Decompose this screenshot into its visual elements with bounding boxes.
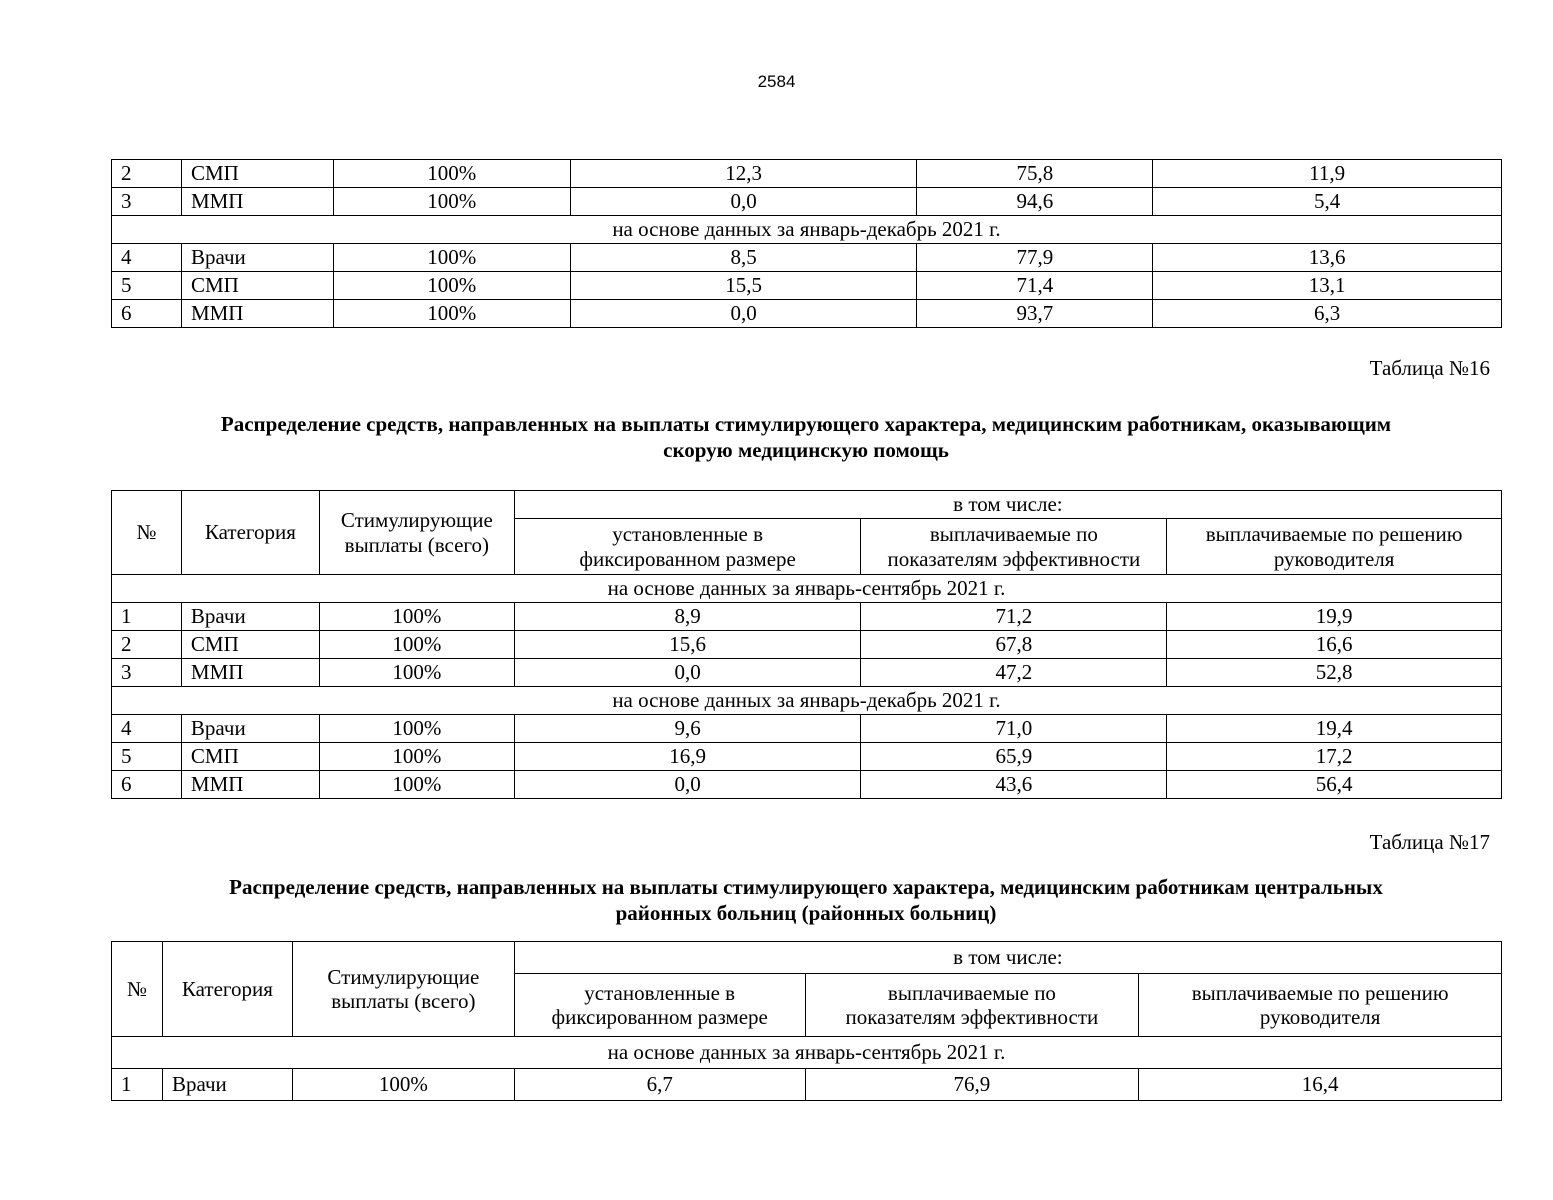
table-row xyxy=(112,603,1502,631)
section-label: на основе данных за январь-декабрь 2021 г. xyxy=(112,216,1502,244)
table-continued xyxy=(111,159,1502,328)
header-performance: выплачиваемые по показателям эффективности xyxy=(805,974,1139,1037)
row-number: 6 xyxy=(112,771,182,799)
performance-cell: 47,2 xyxy=(861,659,1167,687)
section-row xyxy=(112,1037,1502,1069)
header-total: Стимулирующие выплаты (всего) xyxy=(319,491,514,575)
head-decision-cell: 16,6 xyxy=(1167,631,1502,659)
table-16 xyxy=(111,490,1502,799)
table-row xyxy=(112,715,1502,743)
fixed-cell: 0,0 xyxy=(570,300,917,328)
category-cell: ММП xyxy=(181,771,319,799)
table-row xyxy=(112,771,1502,799)
page-number: 2584 xyxy=(757,72,796,91)
fixed-cell: 15,5 xyxy=(570,272,917,300)
table-17-title: Распределение средств, направленных на выплаты стимулирующего характера, медицинским работникам центральных районных больниц (районных больниц) xyxy=(229,875,1383,925)
category-cell: Врачи xyxy=(181,603,319,631)
header-head-decision: выплачиваемые по решению руководителя xyxy=(1167,519,1502,575)
header-including: в том числе: xyxy=(514,942,1501,974)
table-row xyxy=(112,1069,1502,1101)
category-cell: Врачи xyxy=(162,1069,292,1101)
performance-cell: 77,9 xyxy=(917,244,1153,272)
row-number: 4 xyxy=(112,244,182,272)
table-row xyxy=(112,160,1502,188)
fixed-cell: 8,9 xyxy=(514,603,861,631)
table-row xyxy=(112,188,1502,216)
section-label: на основе данных за январь-сентябрь 2021 г. xyxy=(112,1037,1502,1069)
total-cell: 100% xyxy=(333,300,570,328)
header-num: № xyxy=(112,491,182,575)
performance-cell: 76,9 xyxy=(805,1069,1139,1101)
total-cell: 100% xyxy=(292,1069,514,1101)
total-cell: 100% xyxy=(319,603,514,631)
fixed-cell: 16,9 xyxy=(514,743,861,771)
section-row xyxy=(112,216,1502,244)
row-number: 3 xyxy=(112,188,182,216)
section-row xyxy=(112,575,1502,603)
table-16-caption: Таблица №16 xyxy=(1369,356,1490,380)
table-17 xyxy=(111,941,1502,1101)
fixed-cell: 9,6 xyxy=(514,715,861,743)
row-number: 1 xyxy=(112,603,182,631)
performance-cell: 94,6 xyxy=(917,188,1153,216)
fixed-cell: 8,5 xyxy=(570,244,917,272)
header-fixed: установленные в фиксированном размере xyxy=(514,519,861,575)
head-decision-cell: 13,6 xyxy=(1153,244,1502,272)
category-cell: СМП xyxy=(181,272,333,300)
total-cell: 100% xyxy=(333,160,570,188)
head-decision-cell: 52,8 xyxy=(1167,659,1502,687)
fixed-cell: 0,0 xyxy=(514,659,861,687)
total-cell: 100% xyxy=(319,771,514,799)
row-number: 6 xyxy=(112,300,182,328)
header-total: Стимулирующие выплаты (всего) xyxy=(292,942,514,1037)
table-row xyxy=(112,300,1502,328)
category-cell: Врачи xyxy=(181,244,333,272)
row-number: 2 xyxy=(112,631,182,659)
total-cell: 100% xyxy=(319,631,514,659)
total-cell: 100% xyxy=(319,715,514,743)
head-decision-cell: 17,2 xyxy=(1167,743,1502,771)
fixed-cell: 15,6 xyxy=(514,631,861,659)
performance-cell: 93,7 xyxy=(917,300,1153,328)
total-cell: 100% xyxy=(319,743,514,771)
header-including: в том числе: xyxy=(514,491,1501,519)
head-decision-cell: 19,4 xyxy=(1167,715,1502,743)
header-fixed: установленные в фиксированном размере xyxy=(514,974,805,1037)
category-cell: ММП xyxy=(181,659,319,687)
row-number: 4 xyxy=(112,715,182,743)
row-number: 3 xyxy=(112,659,182,687)
total-cell: 100% xyxy=(319,659,514,687)
head-decision-cell: 56,4 xyxy=(1167,771,1502,799)
header-performance: выплачиваемые по показателям эффективности xyxy=(861,519,1167,575)
fixed-cell: 6,7 xyxy=(514,1069,805,1101)
table-row xyxy=(112,743,1502,771)
header-category: Категория xyxy=(181,491,319,575)
table-17-caption: Таблица №17 xyxy=(1369,830,1490,854)
row-number: 1 xyxy=(112,1069,163,1101)
fixed-cell: 0,0 xyxy=(514,771,861,799)
performance-cell: 75,8 xyxy=(917,160,1153,188)
head-decision-cell: 6,3 xyxy=(1153,300,1502,328)
section-label: на основе данных за январь-декабрь 2021 г. xyxy=(112,687,1502,715)
table-row xyxy=(112,631,1502,659)
total-cell: 100% xyxy=(333,188,570,216)
category-cell: СМП xyxy=(181,160,333,188)
total-cell: 100% xyxy=(333,272,570,300)
header-head-decision: выплачиваемые по решению руководителя xyxy=(1139,974,1502,1037)
category-cell: СМП xyxy=(181,743,319,771)
table-16-title: Распределение средств, направленных на выплаты стимулирующего характера, медицинским работникам, оказывающим скорую медицинскую помощь xyxy=(220,412,1392,462)
category-cell: ММП xyxy=(181,188,333,216)
table-row xyxy=(112,272,1502,300)
category-cell: СМП xyxy=(181,631,319,659)
category-cell: Врачи xyxy=(181,715,319,743)
performance-cell: 43,6 xyxy=(861,771,1167,799)
performance-cell: 71,0 xyxy=(861,715,1167,743)
row-number: 5 xyxy=(112,743,182,771)
header-num: № xyxy=(112,942,163,1037)
row-number: 5 xyxy=(112,272,182,300)
head-decision-cell: 11,9 xyxy=(1153,160,1502,188)
section-row xyxy=(112,687,1502,715)
fixed-cell: 0,0 xyxy=(570,188,917,216)
performance-cell: 71,2 xyxy=(861,603,1167,631)
performance-cell: 71,4 xyxy=(917,272,1153,300)
total-cell: 100% xyxy=(333,244,570,272)
header-category: Категория xyxy=(162,942,292,1037)
head-decision-cell: 13,1 xyxy=(1153,272,1502,300)
performance-cell: 65,9 xyxy=(861,743,1167,771)
head-decision-cell: 19,9 xyxy=(1167,603,1502,631)
table-row xyxy=(112,244,1502,272)
row-number: 2 xyxy=(112,160,182,188)
head-decision-cell: 16,4 xyxy=(1139,1069,1502,1101)
table-row xyxy=(112,659,1502,687)
fixed-cell: 12,3 xyxy=(570,160,917,188)
section-label: на основе данных за январь-сентябрь 2021 г. xyxy=(112,575,1502,603)
head-decision-cell: 5,4 xyxy=(1153,188,1502,216)
category-cell: ММП xyxy=(181,300,333,328)
performance-cell: 67,8 xyxy=(861,631,1167,659)
